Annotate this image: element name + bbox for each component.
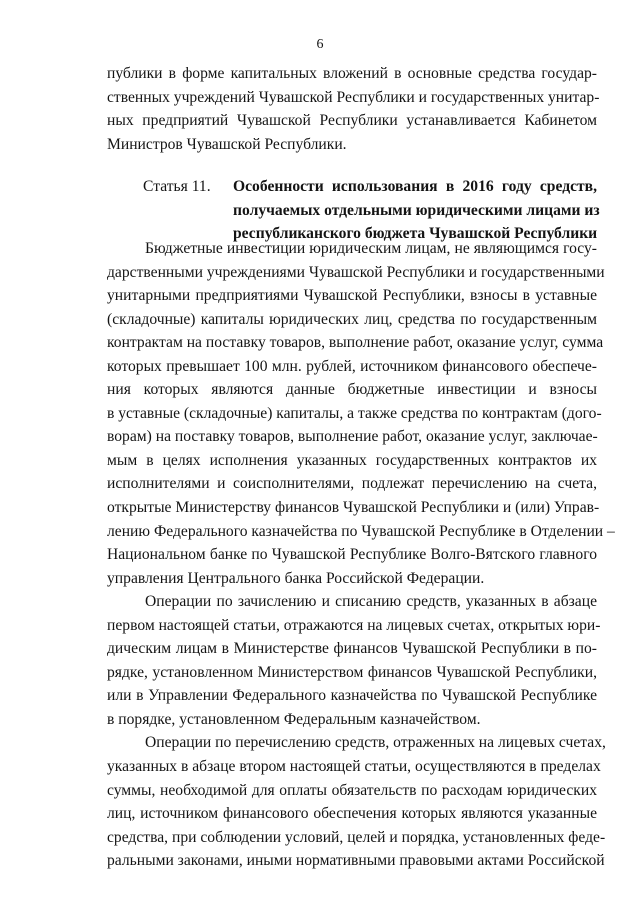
article-title-line: получаемых отдельными юридическими лицами из [233,201,600,219]
text-line: средства, при соблюдении условий, целей и порядка, установленных феде- [107,828,606,846]
article-title-line: Особенности использования в 2016 году средств, [233,178,597,195]
article-number: Статья 11. [143,178,211,195]
text-line: рядке, установленном Министерством финансов Чувашской Республики, [107,663,597,681]
intro-paragraph [107,62,600,156]
text-line: указанных в абзаце втором настоящей статьи, осуществляются в пределах [107,758,601,776]
article-body [107,237,615,873]
text-line: Министров Чувашской Республики. [107,135,347,153]
text-line: лиц, источником финансового обеспечения которых являются указанные [107,805,597,823]
text-line: публики в форме капитальных вложений в основные средства государ- [107,65,597,82]
text-line: Операции по перечислению средств, отраженных на лицевых счетах, [145,734,606,752]
text-line: Операции по зачислению и списанию средств, указанных в абзаце [145,593,597,611]
article-title-line: республиканского бюджета Чувашской Республики [233,225,598,243]
page-number: 6 [316,37,324,52]
text-line: первом настоящей статьи, отражаются на лицевых счетах, открытых юри- [107,616,601,634]
text-line: контрактам на поставку товаров, выполнение работ, оказание услуг, сумма [107,334,604,352]
text-line: которых превышает 100 млн. рублей, источником финансового обеспече- [107,357,597,375]
text-line: исполнителями и соисполнителями, подлежат перечислению на счета, [107,475,597,493]
text-line: Бюджетные инвестиции юридическим лицам, не являющимся госу- [145,240,597,257]
text-line: открытые Министерству финансов Чувашской Республики и (или) Управ- [107,499,600,517]
text-line: дарственными учреждениями Чувашской Республики и государственными [107,263,605,281]
text-line: (складочные) капиталы юридических лиц, средства по государственным [107,310,597,328]
text-line: или в Управлении Федерального казначейства по Чувашской Республике [107,687,597,705]
text-line: Национальном банке по Чувашской Республике Волго-Вятского главного [107,546,597,564]
text-line: лению Федерального казначейства по Чувашской Республике в Отделении – [107,522,615,540]
text-line: ральными законами, иными нормативными правовыми актами Российской [107,852,605,870]
text-line: в уставные (складочные) капиталы, а также средства по контрактам (дого- [107,404,602,422]
text-line: управления Центрального банка Российской Федерации. [107,569,485,587]
text-line: мым в целях исполнения указанных государственных контрактов их [107,451,597,469]
text-line: дическим лицам в Министерстве финансов Чувашской Республики в по- [107,640,597,658]
text-line: унитарными предприятиями Чувашской Республики, взносы в уставные [107,287,597,305]
text-line: ственных учреждений Чувашской Республики и государственных унитар- [107,88,600,106]
text-line: в порядке, установленном Федеральным казначейством. [107,710,481,728]
text-line: ных предприятий Чувашской Республики устанавливается Кабинетом [107,112,597,130]
text-line: ворам) на поставку товаров, выполнение работ, оказание услуг, заключае- [107,428,598,446]
article-title [233,175,600,246]
text-line: ния которых являются данные бюджетные инвестиции и взносы [107,381,597,399]
text-line: суммы, необходимой для оплаты обязательств по расходам юридических [107,781,597,799]
